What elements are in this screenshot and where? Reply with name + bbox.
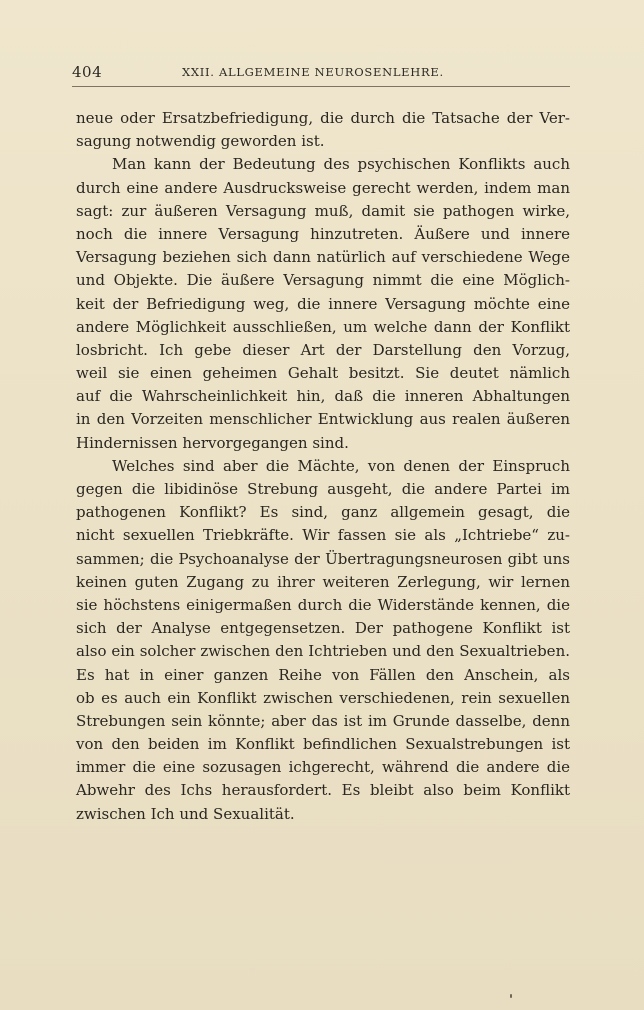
text-line: ob es auch ein Konflikt zwischen verschiedenen, rein sexuellen [76, 688, 570, 707]
text-line: gegen die libidinöse Strebung ausgeht, die andere Partei im [76, 480, 570, 498]
text-line: sammen; die Psychoanalyse der Übertragungsneurosen gibt uns [76, 549, 570, 568]
text-line: auf die Wahrscheinlichkeit hin, daß die inneren Abhaltungen [76, 387, 570, 406]
page-header [72, 60, 570, 88]
page-number: 404 [72, 63, 103, 81]
body-text [64, 107, 570, 826]
text-line: Hindernissen hervorgegangen sind. [76, 433, 349, 452]
text-line: und Objekte. Die äußere Versagung nimmt die eine Möglich- [76, 271, 570, 290]
text-line: sagung notwendig geworden ist. [76, 132, 325, 151]
text-line: Abwehr des Ichs herausfordert. Es bleibt also beim Konflikt [76, 781, 570, 800]
text-line: in den Vorzeiten menschlicher Entwicklung aus realen äußeren [76, 410, 570, 429]
text-line: also ein solcher zwischen den Ichtrieben und den Sexualtrieben. [76, 642, 570, 661]
text-line: noch die innere Versagung hinzutreten. Äußere und innere [76, 224, 570, 243]
text-line: losbricht. Ich gebe dieser Art der Darstellung den Vorzug, [76, 340, 570, 359]
text-line: zwischen Ich und Sexualität. [76, 804, 295, 823]
header-rule [72, 86, 570, 87]
text-line: von den beiden im Konflikt befindlichen Sexualstrebungen ist [76, 735, 570, 754]
text-line: keit der Befriedigung weg, die innere Versagung möchte eine [76, 294, 570, 313]
text-line: immer die eine sozusagen ichgerecht, während die andere die [76, 758, 570, 777]
text-line: sagt: zur äußeren Versagung muß, damit sie pathogen wirke, [76, 201, 570, 220]
text-line: pathogenen Konflikt? Es sind, ganz allgemein gesagt, die [76, 503, 570, 522]
text-line: neue oder Ersatzbefriedigung, die durch die Tatsache der Ver- [76, 109, 570, 127]
text-line: Es hat in einer ganzen Reihe von Fällen den Anschein, als [76, 665, 570, 684]
text-line: Versagung beziehen sich dann natürlich auf verschiedene Wege [76, 248, 570, 267]
text-line: sie höchstens einigermaßen durch die Widerstände kennen, die [76, 595, 570, 614]
text-line: nicht sexuellen Triebkräfte. Wir fassen sie als „Ichtriebe“ zu- [76, 526, 570, 545]
text-line: andere Möglichkeit ausschließen, um welche dann der Konflikt [76, 317, 570, 336]
ink-speck [510, 994, 512, 998]
text-line: Strebungen sein könnte; aber das ist im Grunde dasselbe, denn [76, 711, 570, 730]
text-line: durch eine andere Ausdrucksweise gerecht werden, indem man [76, 178, 570, 197]
text-line: Welches sind aber die Mächte, von denen der Einspruch [112, 456, 570, 475]
running-head-title: XXII. ALLGEMEINE NEUROSENLEHRE. [182, 65, 444, 79]
text-line: keinen guten Zugang zu ihrer weiteren Zerlegung, wir lernen [76, 572, 570, 591]
text-line: Man kann der Bedeutung des psychischen Konflikts auch [112, 155, 570, 174]
text-line: sich der Analyse entgegensetzen. Der pathogene Konflikt ist [76, 619, 570, 638]
text-line: weil sie einen geheimen Gehalt besitzt. Sie deutet nämlich [76, 364, 570, 383]
